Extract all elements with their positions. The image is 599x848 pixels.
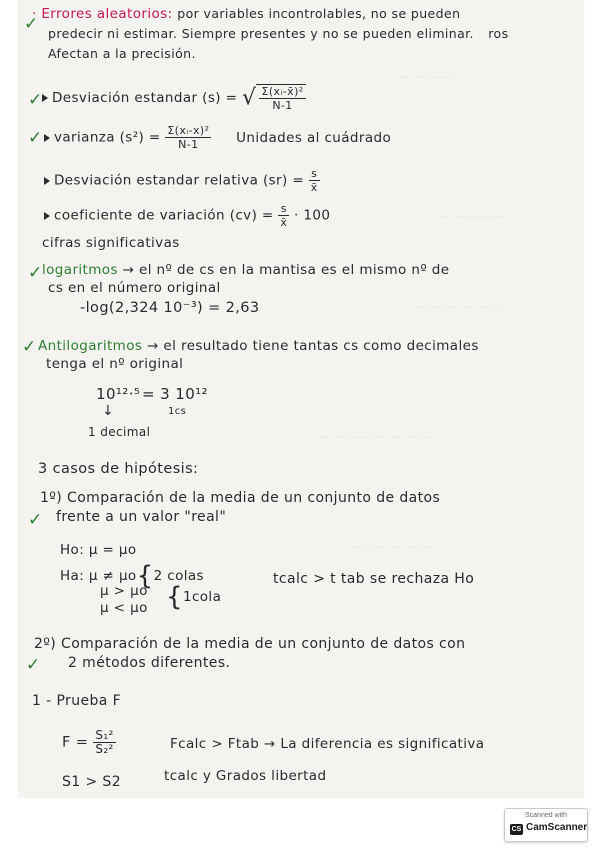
antilog-heading: Antilogaritmos [38, 338, 143, 354]
two-tails-label: 2 colas [153, 568, 204, 584]
cv-denominator: x̄ [280, 216, 288, 229]
f-comparison: Fcalc > Ftab → La diferencia es significativa [170, 736, 485, 752]
cv-formula [44, 202, 330, 229]
bleed-through-mark: — — — — — [438, 210, 507, 223]
f-fraction [93, 729, 115, 756]
errores-text-2: predecir ni estimar. Siempre presentes y no se pueden eliminar. [48, 26, 474, 41]
log-rule-line-1 [42, 262, 449, 278]
variance-units: Unidades al cuádrado [236, 129, 392, 146]
check-mark-icon: ✓ [22, 337, 37, 357]
alt-hypothesis-less: μ < μo [100, 600, 148, 616]
antilog-rule-line-1 [38, 338, 479, 354]
bullet-icon [44, 177, 50, 185]
errores-line-1 [32, 6, 460, 22]
bleed-through-mark: — — — — [398, 70, 453, 83]
f-formula-lhs: F = [62, 734, 89, 751]
camscanner-logo-icon: CS [511, 826, 522, 833]
bleed-through-mark: — — — — — — [418, 300, 502, 313]
antilog-cs-note: 1cs [168, 406, 187, 417]
alt-hypothesis-two-sided: Ha: μ ≠ μo [60, 568, 137, 584]
hypothesis-heading: 3 casos de hipótesis: [38, 461, 199, 477]
tcalc-df-note: tcalc y Grados libertad [164, 768, 327, 784]
antilog-example-left: 10¹²·⁵ [96, 385, 141, 403]
scanned-with-label: Scanned with [524, 812, 568, 819]
f-formula [62, 729, 116, 756]
bullet-icon [44, 134, 50, 142]
check-mark-icon: ✓ [28, 128, 43, 148]
std-dev-denominator: N-1 [272, 99, 293, 112]
bullet-icon [42, 94, 48, 102]
antilog-decimal-note: 1 decimal [88, 425, 151, 439]
variance-denominator: N-1 [178, 138, 199, 151]
cv-label: coeficiente de variación (cv) = [54, 207, 274, 224]
square-root-icon: √ [242, 85, 257, 111]
variance-numerator: Σ(xᵢ-x)² [167, 124, 210, 137]
relative-std-dev-formula [44, 167, 320, 194]
reject-rule: tcalc > t tab se rechaza Ho [273, 571, 475, 587]
check-mark-icon: ✓ [28, 510, 43, 530]
antilog-rule-line-2: tenga el nº original [46, 356, 184, 372]
cv-numerator: s [278, 202, 289, 216]
std-dev-formula [42, 84, 306, 112]
check-mark-icon: ✓ [28, 263, 43, 283]
std-dev-fraction [259, 85, 305, 112]
variance-formula [44, 124, 391, 151]
relative-std-dev-fraction [309, 167, 320, 194]
brace-icon: { [166, 582, 183, 612]
cifras-heading: cifras significativas [42, 235, 180, 251]
one-tail-label: 1cola [182, 589, 222, 605]
case-1-line-1: 1º) Comparación de la media de un conjunto de datos [40, 490, 441, 506]
f-test-heading: 1 - Prueba F [32, 693, 122, 709]
cv-fraction [278, 202, 289, 229]
check-mark-icon: ✓ [24, 14, 39, 34]
case-2-line-2: 2 métodos diferentes. [68, 655, 231, 671]
errores-heading: · Errores aleatorios: [32, 6, 173, 22]
one-tail-group [166, 584, 221, 610]
variance-fraction [165, 124, 211, 151]
relative-std-dev-denominator: x̄ [310, 181, 318, 194]
camscanner-badge [504, 808, 588, 842]
variance-label: varianza (s²) = [54, 129, 161, 146]
notebook-page [18, 0, 584, 798]
null-hypothesis: Ho: μ = μo [60, 542, 137, 558]
errores-text: por variables incontrolables, no se pueden [177, 6, 461, 21]
down-arrow-icon: ↓ [102, 403, 115, 419]
camscanner-name: CamScanner [526, 822, 588, 833]
log-example: -log(2,324 10⁻³) = 2,63 [80, 300, 260, 316]
errores-line-3: Afectan a la precisión. [48, 46, 196, 61]
check-mark-icon: ✓ [26, 655, 41, 675]
check-mark-icon: ✓ [28, 90, 43, 110]
bleed-through-mark: — — — — — — [348, 540, 432, 553]
cv-tail: · 100 [293, 207, 331, 224]
std-dev-numerator: Σ(xᵢ-x̄)² [261, 85, 304, 98]
bullet-icon [44, 212, 50, 220]
errores-line-2 [48, 26, 509, 41]
log-rule-line-2: cs en el número original [48, 280, 221, 296]
f-denominator: S₂² [95, 742, 114, 756]
bleed-through-mark: — — — — — — — — [318, 430, 431, 443]
case-2-line-1: 2º) Comparación de la media de un conjunto de datos con [34, 636, 466, 652]
s-comparison: S1 > S2 [62, 774, 122, 790]
errores-margin-text: ros [488, 26, 509, 41]
f-numerator: S₁² [95, 728, 114, 742]
log-heading: logaritmos [42, 262, 118, 278]
brace-icon: { [136, 561, 154, 591]
relative-std-dev-numerator: s [309, 167, 320, 181]
alt-hypothesis-greater: μ > μo [100, 583, 148, 599]
relative-std-dev-label: Desviación estandar relativa (sr) = [54, 172, 305, 189]
log-rule-text: → el nº de cs en la mantisa es el mismo nº de [122, 262, 450, 278]
antilog-example-right: = 3 10¹² [142, 385, 208, 403]
case-1-line-2: frente a un valor "real" [56, 509, 227, 525]
std-dev-label: Desviación estandar (s) = [52, 90, 238, 106]
antilog-rule-text: → el resultado tiene tantas cs como decimales [147, 338, 479, 354]
